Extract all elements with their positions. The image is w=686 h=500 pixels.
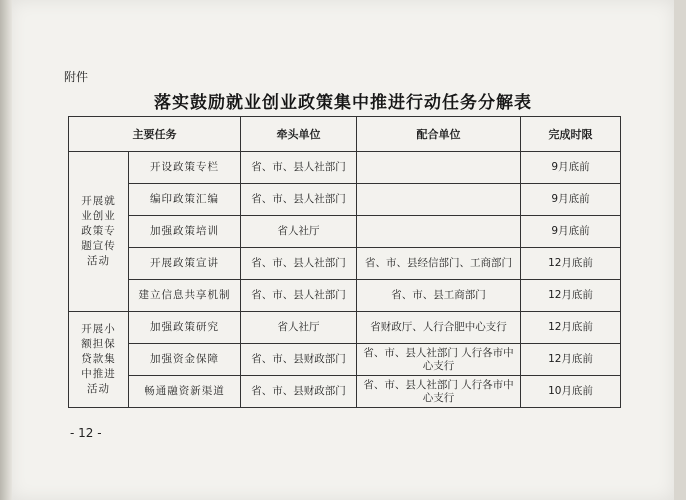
- task-cell: 开展政策宣讲: [129, 248, 241, 280]
- table-row: [69, 376, 621, 408]
- task-cell: 加强政策培训: [129, 216, 241, 248]
- task-cell: 加强资金保障: [129, 344, 241, 376]
- table-row: [69, 184, 621, 216]
- lead-cell: 省人社厅: [241, 312, 357, 344]
- task-cell: 开设政策专栏: [129, 152, 241, 184]
- coop-cell: [357, 216, 521, 248]
- lead-cell: 省、市、县财政部门: [241, 344, 357, 376]
- task-cell: 加强政策研究: [129, 312, 241, 344]
- coop-cell: 省、市、县人社部门 人行各市中心支行: [357, 376, 521, 408]
- deadline-cell: 9月底前: [521, 152, 621, 184]
- deadline-cell: 12月底前: [521, 312, 621, 344]
- lead-cell: 省、市、县人社部门: [241, 248, 357, 280]
- coop-cell: 省财政厅、人行合肥中心支行: [357, 312, 521, 344]
- task-cell: 建立信息共享机制: [129, 280, 241, 312]
- deadline-cell: 10月底前: [521, 376, 621, 408]
- table-row: [69, 216, 621, 248]
- page-number: - 12 -: [70, 426, 102, 440]
- lead-cell: 省、市、县人社部门: [241, 152, 357, 184]
- group-label-policy-promotion: 开展就业创业政策专题宣传活动: [69, 152, 129, 312]
- group-label-loan-promotion: 开展小额担保贷款集中推进活动: [69, 312, 129, 408]
- coop-cell: [357, 184, 521, 216]
- deadline-cell: 12月底前: [521, 280, 621, 312]
- deadline-cell: 9月底前: [521, 184, 621, 216]
- table-header-row: [69, 117, 621, 152]
- header-cooperating-unit: 配合单位: [357, 117, 521, 152]
- coop-cell: 省、市、县经信部门、工商部门: [357, 248, 521, 280]
- coop-cell: 省、市、县工商部门: [357, 280, 521, 312]
- document-title: 落实鼓励就业创业政策集中推进行动任务分解表: [154, 93, 532, 113]
- lead-cell: 省、市、县财政部门: [241, 376, 357, 408]
- deadline-cell: 12月底前: [521, 248, 621, 280]
- task-breakdown-table: [68, 116, 621, 408]
- deadline-cell: 9月底前: [521, 216, 621, 248]
- attachment-label: 附件: [64, 70, 89, 84]
- header-lead-unit: 牵头单位: [241, 117, 357, 152]
- header-deadline: 完成时限: [521, 117, 621, 152]
- table-row: [69, 280, 621, 312]
- header-main-task: 主要任务: [69, 117, 241, 152]
- lead-cell: 省、市、县人社部门: [241, 184, 357, 216]
- page-binding-edge: [0, 0, 12, 500]
- task-cell: 编印政策汇编: [129, 184, 241, 216]
- table-row: [69, 248, 621, 280]
- coop-cell: 省、市、县人社部门 人行各市中心支行: [357, 344, 521, 376]
- coop-cell: [357, 152, 521, 184]
- deadline-cell: 12月底前: [521, 344, 621, 376]
- table-row: [69, 344, 621, 376]
- task-cell: 畅通融资新渠道: [129, 376, 241, 408]
- table-row: [69, 152, 621, 184]
- lead-cell: 省、市、县人社部门: [241, 280, 357, 312]
- lead-cell: 省人社厅: [241, 216, 357, 248]
- table-row: [69, 312, 621, 344]
